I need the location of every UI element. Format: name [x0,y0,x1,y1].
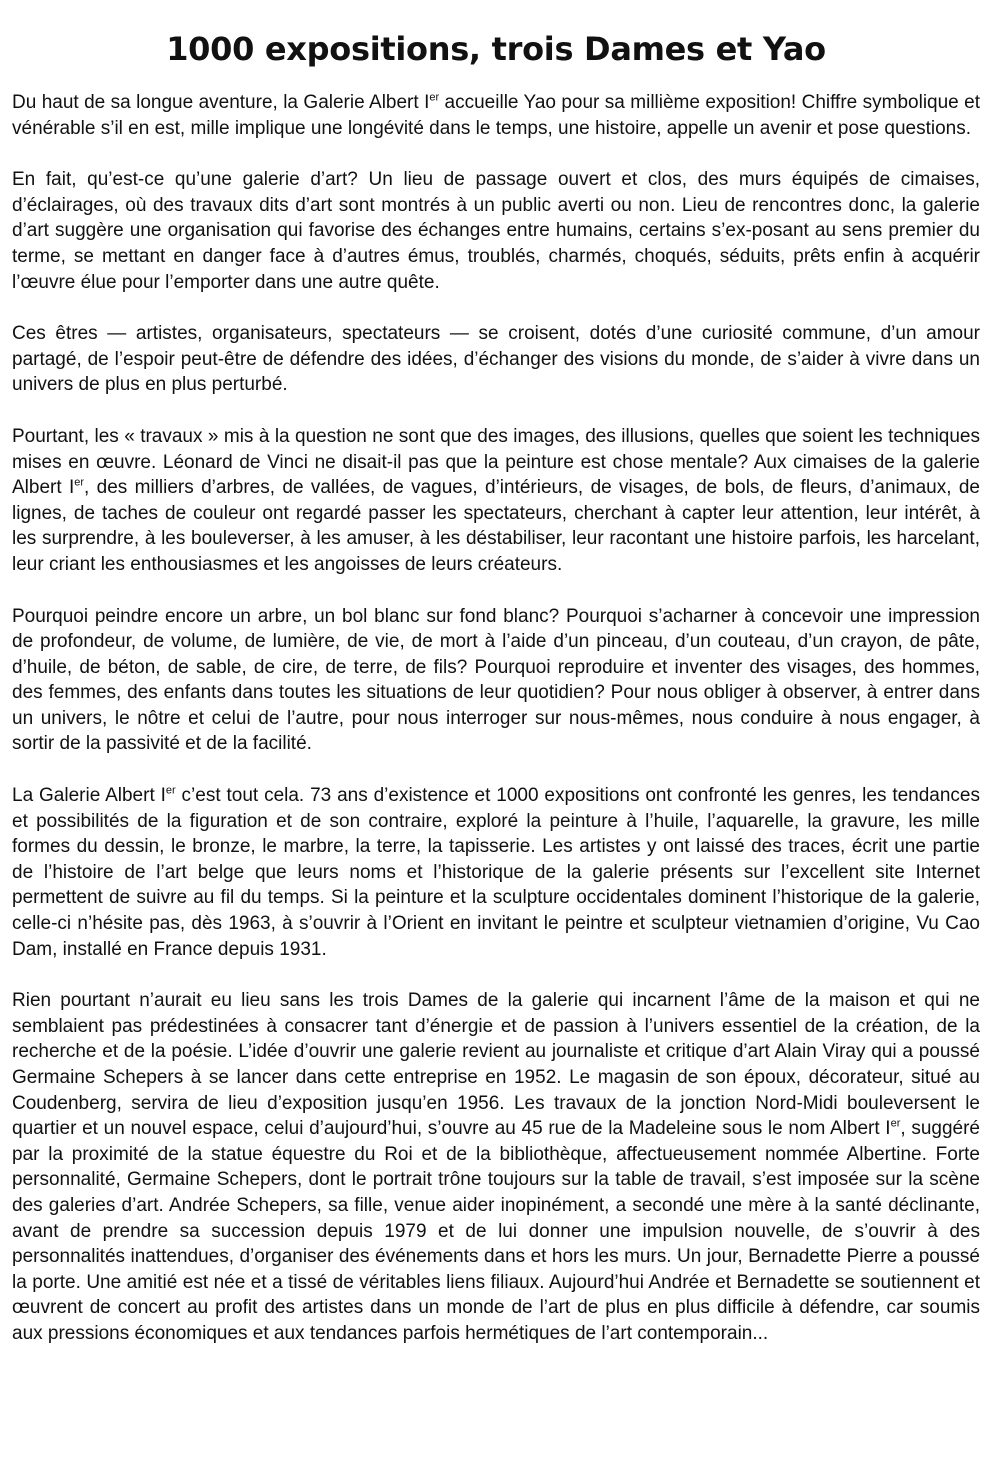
paragraph-1-text-a: Du haut de sa longue aventure, la Galerie Albert I [12,92,430,113]
superscript-er: er [890,1117,901,1130]
superscript-er: er [429,91,440,104]
paragraph-7 [12,988,980,1346]
paragraph-4 [12,424,980,578]
paragraph-3: Ces êtres — artistes, organisateurs, spectateurs — se croisent, dotés d’une curiosité commune, d’un amour partagé, de l’espoir peut-être de défendre des idées, d’échanger des visions du monde, de s’aider à vivre dans un univers de plus en plus perturbé. [12,323,980,396]
paragraph-7-text-b: , suggéré par la proximité de la statue équestre du Roi et de la bibliothèque, affectueusement nommée Albertine. Forte personnalité, Germaine Schepers, dont le portrait trône toujours sur la table de travail, s’est imposée sur la scène des galeries d’art. Andrée Schepers, sa fille, venue aider inopinément, a secondé une mère à la santé déclinante, avant de prendre sa succession depuis 1979 et de lui donner une impulsion nouvelle, de s’ouvrir à des personnalités inattendues, d’organiser des événements dans et hors les murs. Un jour, Bernadette Pierre a poussé la porte. Une amitié est née et a tissé de véritables liens filiaux. Aujourd’hui Andrée et Bernadette se soutiennent et œuvrent de concert au profit des artistes dans un monde de l’art de plus en plus difficile à défendre, car soumis aux pressions économiques et aux tendances parfois hermétiques de l’art contemporain... [12,1118,980,1344]
superscript-er: er [74,476,85,489]
superscript-er: er [165,784,176,797]
paragraph-1-text-b: accueille Yao pour sa millième exposition! Chiffre symbolique et vénérable s’il en est, mille implique une longévité dans le temps, une histoire, appelle un avenir et pose questions. [12,92,980,139]
paragraph-4-text-a: Pourtant, les « travaux » mis à la question ne sont que des images, des illusions, quelles que soient les techniques mises en œuvre. Léonard de Vinci ne disait-il pas que la peinture est chose mentale? Aux cimaises de la galerie Albert I [12,425,980,499]
paragraph-6-text-b: c’est tout cela. 73 ans d’existence et 1000 expositions ont confronté les genres, les tendances et possibilités de la figuration et de son contraire, exploré la peinture à l’huile, l’aquarelle, la gravure, les mille formes du dessin, le bronze, le marbre, la terre, la tapisserie. Les artistes y ont laissé des traces, écrit une partie de l’histoire de l’art belge que leurs noms et l’historique de la galerie présents sur l’excellent site Internet permettent de suivre au fil du temps. Si la peinture et la sculpture occidentales dominent l’historique de la galerie, celle-ci n’hésite pas, dès 1963, à s’ouvrir à l’Orient en invitant le peintre et sculpteur vietnamien d’origine, Vu Cao Dam, installé en France depuis 1931. [12,785,980,960]
paragraph-1 [12,90,980,141]
article-title: 1000 expositions, trois Dames et Yao [166,30,826,68]
paragraph-4-text-b: , des milliers d’arbres, de vallées, de vagues, d’intérieurs, de visages, de bols, de fleurs, d’animaux, de lignes, de taches de couleur ont regardé passer les spectateurs, cherchant à capter leur attention, leur intérêt, à les surprendre, à les bouleverser, à les amuser, à les déstabiliser, leur racontant une histoire parfois, les harcelant, leur criant les enthousiasmes et les angoisses de leurs créateurs. [12,477,980,575]
paragraph-5: Pourquoi peindre encore un arbre, un bol blanc sur fond blanc? Pourquoi s’acharner à concevoir une impression de profondeur, de volume, de lumière, de vie, de mort à l’aide d’un pinceau, d’un couteau, d’un crayon, de pâte, d’huile, de béton, de sable, de cire, de terre, de fils? Pourquoi reproduire et inventer des visages, des hommes, des femmes, des enfants dans toutes les situations de leur quotidien? Pour nous obliger à observer, à entrer dans un univers, le nôtre et celui de l’autre, pour nous interroger sur nous-mêmes, nous conduire à nous engager, à sortir de la passivité et de la facilité. [12,605,980,755]
paragraph-7-text-a: Rien pourtant n’aurait eu lieu sans les trois Dames de la galerie qui incarnent l’âme de la maison et qui ne semblaient pas prédestinées à consacrer tant d’énergie et de passion à l’univers essentiel de la création, de la recherche et de la poésie. L’idée d’ouvrir une galerie revient au journaliste et critique d’art Alain Viray qui a poussé Germaine Schepers à se lancer dans cette entreprise en 1952. Le magasin de son époux, décorateur, situé au Coudenberg, servira de lieu d’exposition jusqu’en 1956. Les travaux de la jonction Nord-Midi bouleversent le quartier et un nouvel espace, celui d’aujourd’hui, s’ouvre au 45 rue de la Madeleine sous le nom Albert I [12,990,980,1140]
paragraph-6-text-a: La Galerie Albert I [12,785,166,807]
article [12,24,980,1373]
paragraph-6 [12,783,980,962]
paragraph-2: En fait, qu’est-ce qu’une galerie d’art? Un lieu de passage ouvert et clos, des murs équipés de cimaises, d’éclairages, où des travaux dits d’art sont montrés à un public averti ou non. Lieu de rencontres donc, la galerie d’art suggère une organisation qui favorise des échanges entre humains, certains s’ex-posant au sens premier du terme, se mettant en danger face à d’autres émus, troublés, charmés, choqués, séduits, prêts enfin à acquérir l’œuvre élue pour l’emporter dans une autre quête. [12,169,980,293]
